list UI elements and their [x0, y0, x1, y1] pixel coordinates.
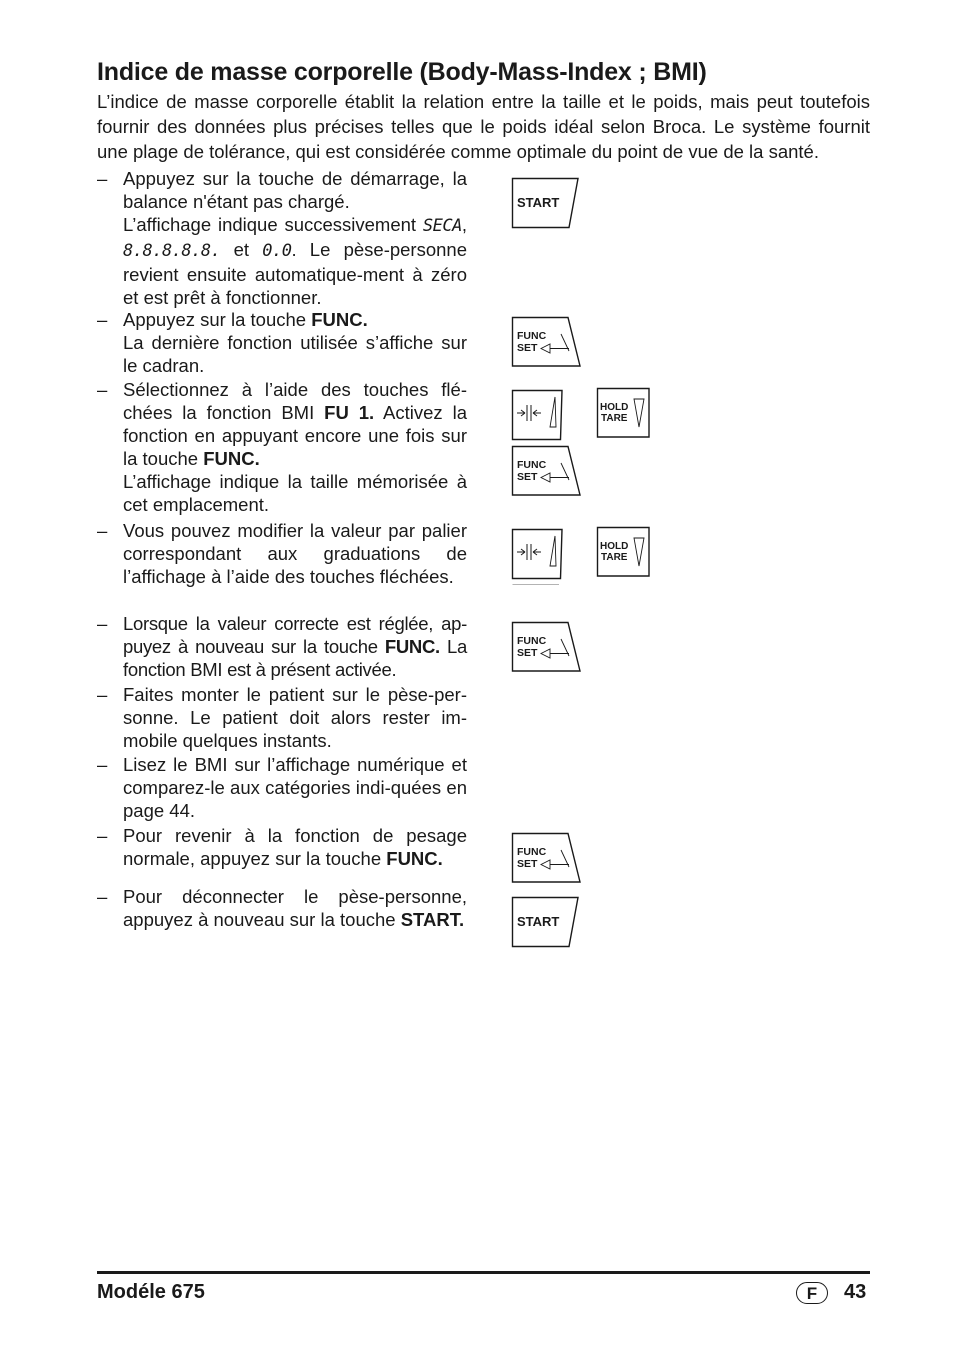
footer-model: Modéle 675 — [97, 1281, 205, 1303]
step-8 — [97, 824, 467, 870]
step-6 — [97, 683, 467, 752]
step-9-text: Pour déconnecter le pèse-personne, appuyez à nouveau sur la touche START. — [123, 886, 467, 930]
language-badge: F — [796, 1282, 828, 1304]
arrow-up-key-pictogram — [511, 528, 565, 586]
footer-page-info — [796, 1281, 870, 1307]
page-number: 43 — [844, 1281, 867, 1303]
lcd-zero: 0.0 — [262, 241, 292, 261]
step-5 — [97, 612, 467, 681]
hold-tare-key-pictogram — [596, 387, 652, 439]
func-set-key-pictogram — [511, 316, 583, 368]
footer-divider — [97, 1271, 870, 1274]
list-dash: – — [97, 168, 108, 189]
hold-tare-key-pictogram — [596, 526, 652, 578]
list-dash: – — [97, 825, 108, 846]
step-2 — [97, 308, 467, 377]
list-dash: – — [97, 684, 108, 705]
func-key-label: FUNC — [517, 459, 547, 471]
set-key-label: SET — [517, 471, 538, 483]
step-3-display-text: L’affichage indique la taille mémorisée à cet emplacement. — [123, 471, 467, 515]
lcd-all-segments: 8.8.8.8.8. — [123, 241, 221, 261]
func-key-label: FUNC — [517, 635, 547, 647]
step-1-display-text: L’affichage indique successivement SECA, 8.8.8.8.8. et 0.0. Le pèse-personne revient ensuite automatique-ment à zéro et est prêt à fonctionner. — [123, 214, 467, 308]
start-key-pictogram — [511, 177, 581, 229]
hold-key-label: HOLD — [600, 541, 629, 552]
intro-paragraph: L’indice de masse corporelle établit la relation entre la taille et le poids, mais peut toutefois fournir des données plus précises telles que le poids idéal selon Broca. Le système fournit une plage de tolérance, qui est considérée comme optimale du point de vue de la santé. — [97, 91, 870, 162]
step-3 — [97, 378, 467, 516]
step-2-text: Appuyez sur la touche FUNC. — [123, 309, 368, 330]
tare-key-label: TARE — [601, 552, 628, 563]
list-dash: – — [97, 754, 108, 775]
list-dash: – — [97, 379, 108, 400]
func-set-key-pictogram — [511, 445, 583, 497]
set-key-label: SET — [517, 647, 538, 659]
step-1-text: Appuyez sur la touche de démarrage, la balance n'étant pas chargé. — [123, 168, 467, 212]
list-dash: – — [97, 520, 108, 541]
step-8-text: Pour revenir à la fonction de pesage normale, appuyez sur la touche FUNC. — [123, 825, 467, 869]
step-3-text: Sélectionnez à l’aide des touches flé-chées la fonction BMI FU 1. Activez la fonction en appuyant encore une fois sur la touche FUNC. — [123, 379, 468, 469]
set-key-label: SET — [517, 858, 538, 870]
step-2-display-text: La dernière fonction utilisée s’affiche sur le cadran. — [123, 332, 467, 376]
step-1 — [97, 167, 467, 309]
step-4-text: Vous pouvez modifier la valeur par palier correspondant aux graduations de l’affichage à l’aide des touches fléchées. — [123, 520, 467, 587]
step-4 — [97, 519, 467, 588]
func-key-label: FUNC — [517, 846, 547, 858]
lcd-seca: SECA — [422, 216, 462, 236]
func-set-key-pictogram — [511, 832, 583, 884]
set-key-label: SET — [517, 342, 538, 354]
step-5-text: Lorsque la valeur correcte est réglée, ap-puyez à nouveau sur la touche FUNC. La fonction BMI est à présent activée. — [123, 613, 467, 680]
step-6-text: Faites monter le patient sur le pèse-per-sonne. Le patient doit alors rester im-mobile quelques instants. — [123, 684, 467, 751]
arrow-up-key-pictogram — [511, 389, 565, 441]
tare-key-label: TARE — [601, 413, 628, 424]
list-dash: – — [97, 886, 108, 907]
start-key-label: START — [517, 195, 560, 210]
start-key-label: START — [517, 914, 560, 929]
func-set-key-pictogram — [511, 621, 583, 673]
page-title: Indice de masse corporelle (Body-Mass-Index ; BMI) — [97, 58, 707, 86]
list-dash: – — [97, 309, 108, 330]
start-key-pictogram — [511, 896, 581, 948]
func-key-label: FUNC — [517, 330, 547, 342]
step-7 — [97, 753, 467, 822]
list-dash: – — [97, 613, 108, 634]
step-7-text: Lisez le BMI sur l’affichage numérique et comparez-le aux catégories indi-quées en page 44. — [123, 754, 467, 821]
hold-key-label: HOLD — [600, 402, 629, 413]
step-9 — [97, 885, 467, 931]
